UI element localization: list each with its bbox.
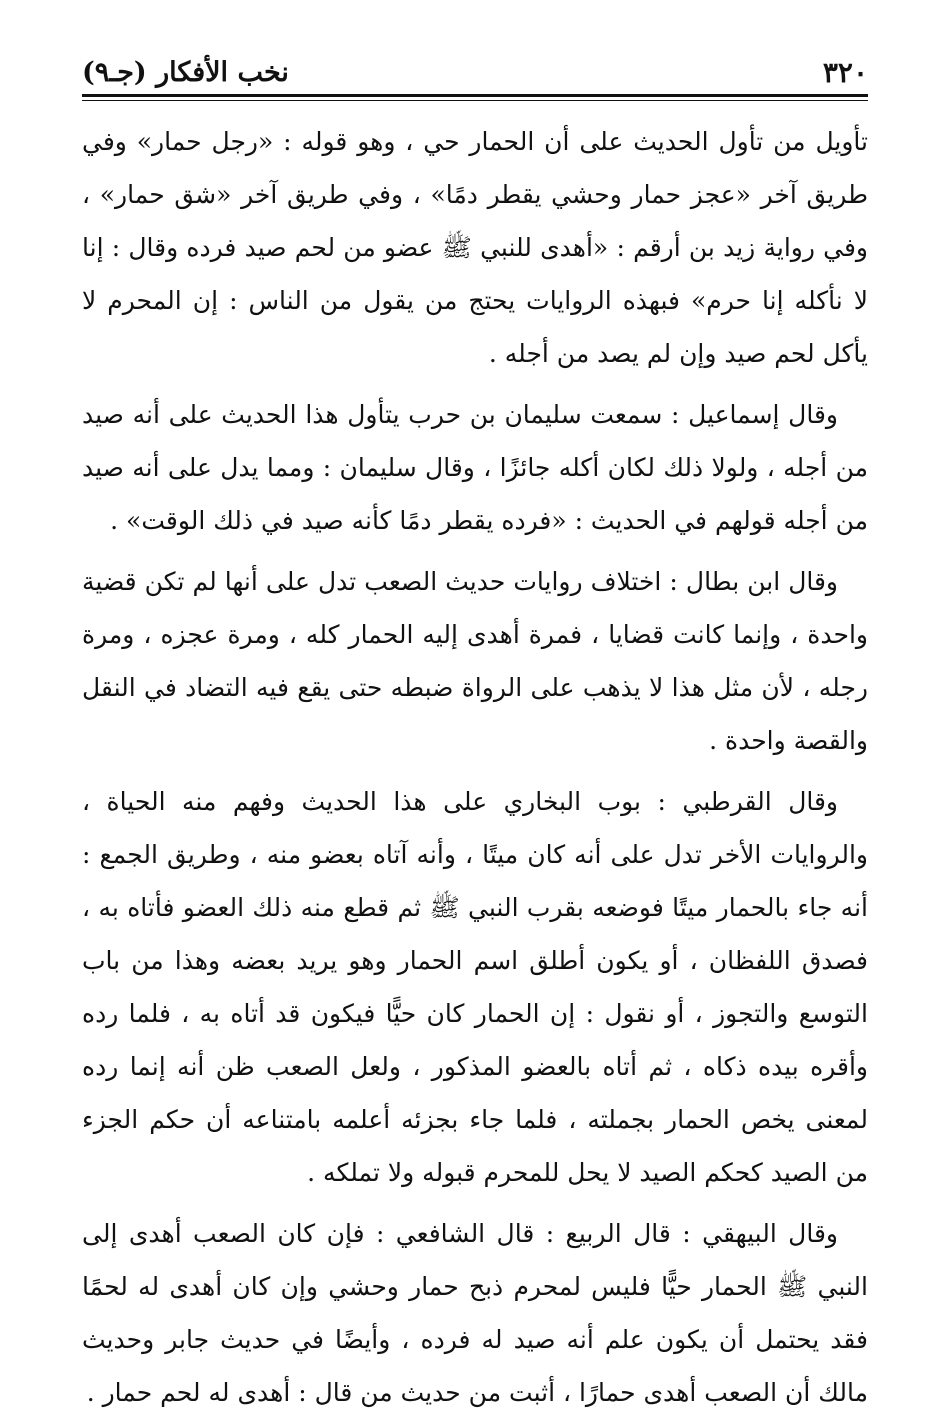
header-rule: [82, 94, 868, 101]
paragraph-3: وقال ابن بطال : اختلاف روايات حديث الصعب تدل على أنها لم تكن قضية واحدة ، وإنما كانت قضايا ، فمرة أهدى إليه الحمار كله ، ومرة عجزه ، ومرة رجله ، لأن مثل هذا لا يذهب على الرواة ضبطه حتى يقع فيه التضاد في النقل والقصة واحدة .: [82, 567, 868, 755]
book-page: [82, 56, 868, 1427]
paragraph-5: وقال البيهقي : قال الربيع : قال الشافعي : فإن كان الصعب أهدى إلى النبي ﷺ الحمار حيًّا فليس لمحرم ذبح حمار وحشي وإن كان أهدى له لحمًا فقد يحتمل أن يكون علم أنه صيد له فرده ، وأيضًا في حديث جابر وحديث مالك أن الصعب أهدى حمارًا ، أثبت من حديث من قال : أهدى له لحم حمار .: [82, 1219, 868, 1407]
paragraph-4: وقال القرطبي : بوب البخاري على هذا الحديث وفهم منه الحياة ، والروايات الأخر تدل على أنه كان ميتًا ، وأنه آتاه بعضو منه ، وطريق الجمع : أنه جاء بالحمار ميتًا فوضعه بقرب النبي ﷺ ثم قطع منه ذلك العضو فأتاه به ، فصدق اللفظان ، أو يكون أطلق اسم الحمار وهو يريد بعضه وهذا من باب التوسع والتجوز ، أو نقول : إن الحمار كان حيًّا فيكون قد أتاه به ، فلما رده وأقره بيده ذكاه ، ثم أتاه بالعضو المذكور ، ولعل الصعب ظن أنه إنما رده لمعنى يخص الحمار بجملته ، فلما جاء بجزئه أعلمه بامتناعه أن حكم الجزء من الصيد كحكم الصيد لا يحل للمحرم قبوله ولا تملكه .: [82, 787, 868, 1187]
page-number: ٣٢٠: [822, 56, 868, 89]
running-title: نخب الأفكار (جـ٩): [82, 57, 289, 88]
paragraph-2: وقال إسماعيل : سمعت سليمان بن حرب يتأول هذا الحديث على أنه صيد من أجله ، ولولا ذلك لكان أكله جائزًا ، وقال سليمان : ومما يدل على أنه صيد من أجله قولهم في الحديث : «فرده يقطر دمًا كأنه صيد في ذلك الوقت» .: [82, 400, 868, 535]
page-header: [82, 56, 868, 90]
page-body: [82, 115, 868, 1419]
paragraph-1: تأويل من تأول الحديث على أن الحمار حي ، وهو قوله : «رجل حمار» وفي طريق آخر «عجز حمار وحشي يقطر دمًا» ، وفي طريق آخر «شق حمار» ، وفي رواية زيد بن أرقم : «أهدى للنبي ﷺ عضو من لحم صيد فرده وقال : إنا لا نأكله إنا حرم» فبهذه الروايات يحتج من يقول من الناس : إن المحرم لا يأكل لحم صيد وإن لم يصد من أجله .: [82, 127, 868, 368]
